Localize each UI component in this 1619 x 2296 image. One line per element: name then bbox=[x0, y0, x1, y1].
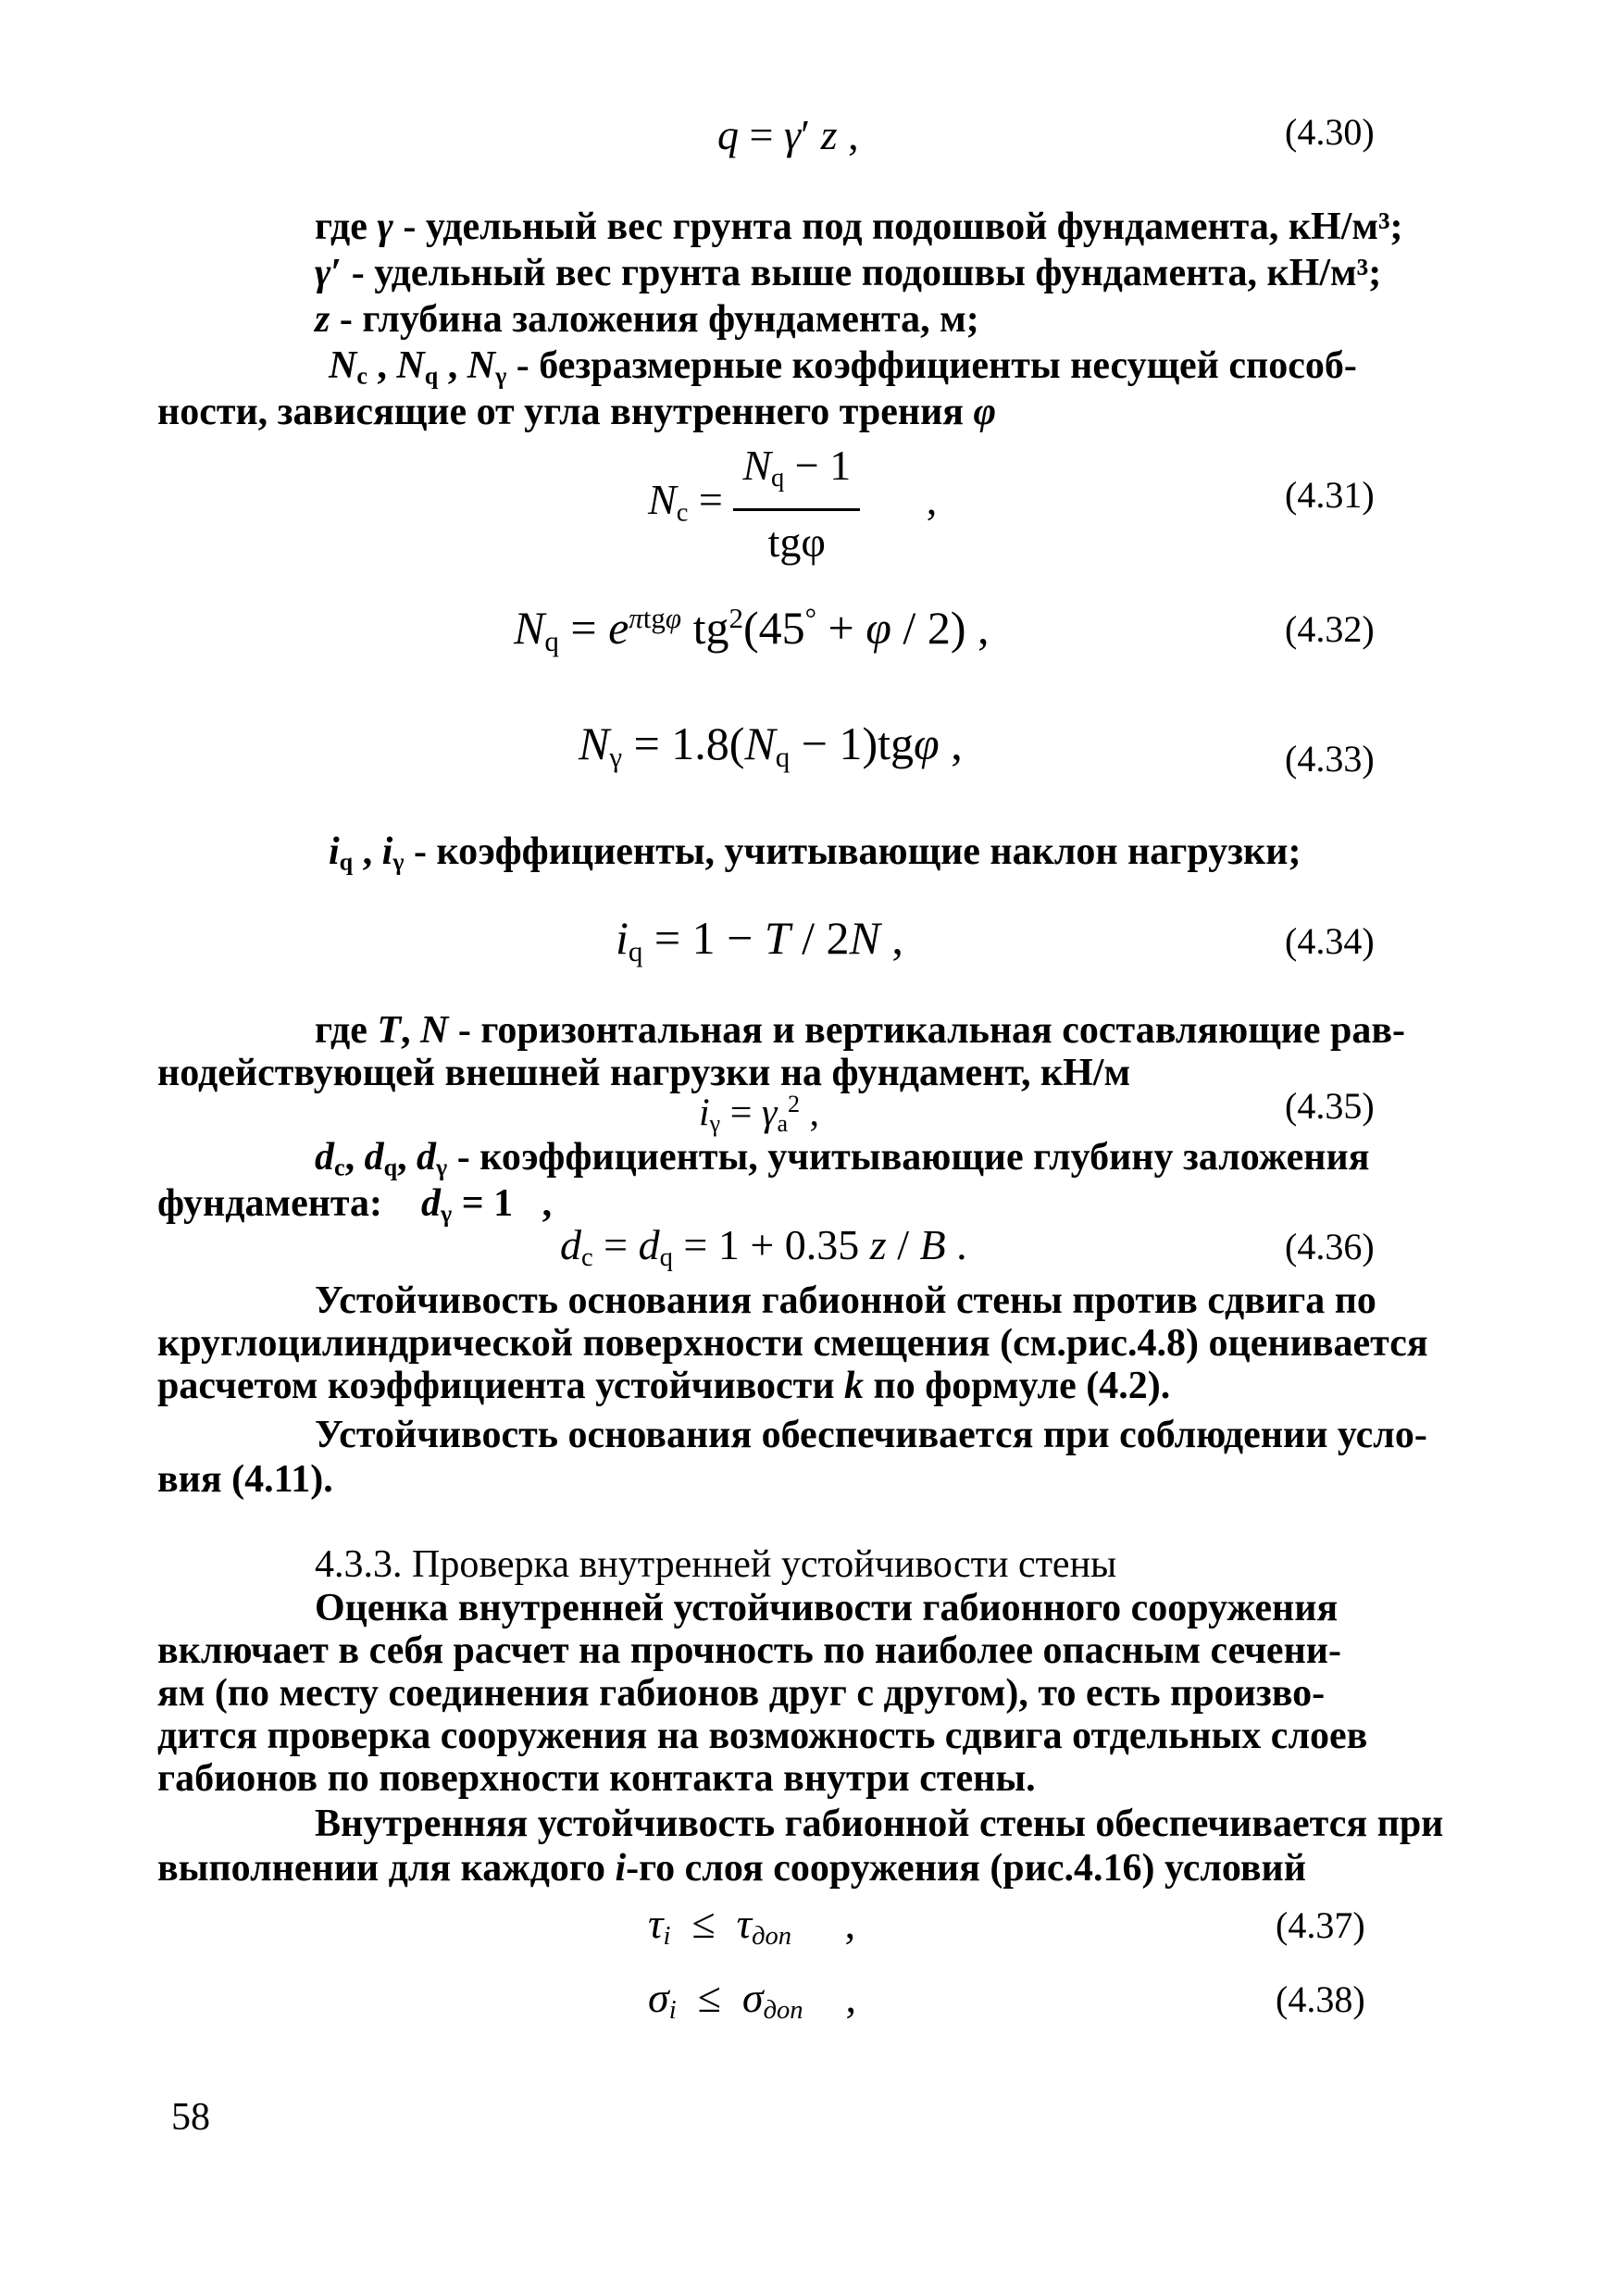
formula-4-35: $i_\gamma = \gamma_a^2$ , bbox=[699, 1091, 820, 1137]
formula-4-33: $N_\gamma = 1.8(N_q - 1)tg\varphi$ , bbox=[579, 718, 963, 773]
eq-number-4-37: (4.37) bbox=[1276, 1904, 1365, 1946]
text-line: круглоцилиндрической поверхности смещения (см.рис.4.8) оценивается bbox=[157, 1322, 1428, 1365]
text-line: Устойчивость основания обеспечивается при соблюдении усло- bbox=[315, 1414, 1427, 1456]
eq-number-4-33: (4.33) bbox=[1285, 738, 1375, 780]
text-line: $i_q$ , $i_\gamma$ - коэффициенты, учитывающие наклон нагрузки; bbox=[329, 830, 1301, 876]
section-heading: 4.3.3. Проверка внутренней устойчивости стены bbox=[315, 1543, 1117, 1586]
formula-4-38: $\sigma_i \le \sigma_{доп}$ , bbox=[648, 1974, 857, 2026]
eq-number-4-34: (4.34) bbox=[1285, 920, 1375, 962]
eq-number-4-35: (4.35) bbox=[1285, 1085, 1375, 1127]
text-line: γ′ - удельный вес грунта выше подошвы фундамента, кН/м³; bbox=[315, 252, 1382, 294]
text-line: ям (по месту соединения габионов друг с другом), то есть произво- bbox=[157, 1672, 1326, 1715]
formula-4-30: q = γ′ z , bbox=[717, 111, 859, 158]
text-line: фундамента: $d_\gamma = 1$ , bbox=[157, 1182, 553, 1228]
eq-number-4-30: (4.30) bbox=[1285, 111, 1375, 153]
text-line: дится проверка сооружения на возможность сдвига отдельных слоев bbox=[157, 1715, 1368, 1757]
formula-4-37: $\tau_i \le \tau_{доп}$ , bbox=[648, 1900, 856, 1952]
text-line: расчетом коэффициента устойчивости k по формуле (4.2). bbox=[157, 1365, 1171, 1407]
text-line: выполнении для каждого i-го слоя сооружения (рис.4.16) условий bbox=[157, 1847, 1306, 1890]
text-line: нодействующей внешней нагрузки на фундамент, кН/м bbox=[157, 1052, 1131, 1094]
text-line: Внутренняя устойчивость габионной стены обеспечивается при bbox=[315, 1803, 1444, 1845]
page-number: 58 bbox=[171, 2096, 210, 2139]
text-line: Устойчивость основания габионной стены против сдвига по bbox=[315, 1279, 1376, 1322]
formula-4-34: $i_q = 1 - T / 2N$ , bbox=[616, 912, 903, 967]
text-line: $N_c$ , $N_q$ , $N_\gamma$ - безразмерные коэффициенты несущей способ- bbox=[329, 344, 1357, 390]
text-line: ности, зависящие от угла внутреннего трения φ bbox=[157, 391, 997, 433]
text-line: где γ - удельный вес грунта под подошвой фундамента, кН/м³; bbox=[315, 206, 1403, 248]
text-line: z - глубина заложения фундамента, м; bbox=[315, 298, 979, 341]
text-line: $d_c$, $d_q$, $d_\gamma$ - коэффициенты, учитывающие глубину заложения bbox=[315, 1136, 1370, 1181]
text-line: вия (4.11). bbox=[157, 1458, 333, 1501]
eq-number-4-38: (4.38) bbox=[1276, 1978, 1365, 2020]
eq-number-4-31: (4.31) bbox=[1285, 474, 1375, 516]
formula-4-32: $N_q = e^{\pi tg\varphi}$ $tg^2(45^\circ + \varphi / 2)$ , bbox=[514, 602, 990, 657]
text-line: габионов по поверхности контакта внутри стены. bbox=[157, 1757, 1036, 1800]
fraction: $\frac{N_q - 1}{\text{tgφ}}$ bbox=[733, 440, 860, 568]
text-line: Оценка внутренней устойчивости габионного сооружения bbox=[315, 1587, 1339, 1629]
eq-number-4-36: (4.36) bbox=[1285, 1226, 1375, 1267]
text-line: где T, N - горизонтальная и вертикальная составляющие рав- bbox=[315, 1009, 1406, 1052]
formula-lhs: N bbox=[648, 476, 677, 524]
text-line: включает в себя расчет на прочность по наиболее опасным сечени- bbox=[157, 1629, 1341, 1672]
formula-4-31: $N_c$ = $\frac{N_q - 1}{\text{tgφ}}$ , bbox=[648, 440, 937, 568]
formula-4-36: $d_c = d_q = 1 + 0.35$ z / B . bbox=[560, 1221, 967, 1273]
eq-number-4-32: (4.32) bbox=[1285, 608, 1375, 650]
